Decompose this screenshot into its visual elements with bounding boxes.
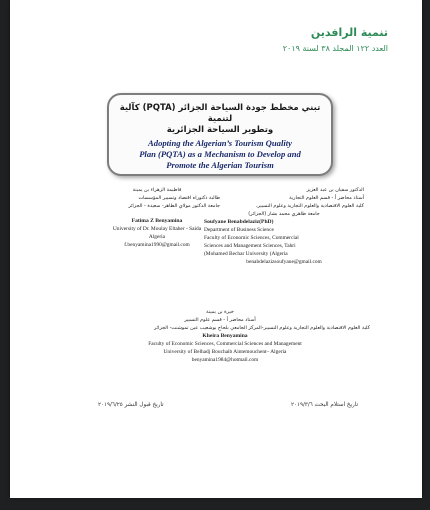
author-affiliation: Sciences and Management Sciences, Tahri bbox=[204, 243, 296, 249]
arabic-title-line: وتطوير السياحة الجزائرية bbox=[166, 125, 274, 135]
author-ar-affiliation: جامعة طاهري محمد بشار (الجزائر) bbox=[248, 211, 320, 217]
received-date: تاريخ استلام البحث ٢٠١٩/٣/٦ bbox=[290, 402, 358, 408]
author-name: Kheira Benyamina bbox=[202, 333, 248, 339]
author-block-3 bbox=[70, 308, 380, 364]
author-affiliation: Faculty of Economic Sciences, Commercial bbox=[204, 235, 299, 241]
english-title-line: Plan (PQTA) as a Mechanism to Develop and bbox=[139, 149, 301, 159]
author-affiliation: Department of Business Science bbox=[204, 227, 274, 233]
author-affiliation: University of Belhadj Bouchaib Aintemouchent– Algeria bbox=[163, 349, 287, 355]
journal-name: تنمية الرافدين bbox=[310, 26, 388, 39]
arabic-title bbox=[109, 103, 331, 136]
author-affiliation: Faculty of Economic Sciences, Commercial Sciences and Management bbox=[148, 341, 302, 347]
author-email: f.benyamina1990@gmail.com bbox=[124, 242, 190, 248]
author-ar-affiliation: كلية العلوم الاقتصادية والعلوم التجارية وعلوم التسيير-المركز الجامعي بلحاج بوشعيب عين تموشنت- الجزائر bbox=[153, 325, 370, 331]
english-title-line: Promote the Algerian Tourism bbox=[166, 160, 274, 170]
author-ar-affiliation: أستاذ محاضر أ - قسم علوم التسيير bbox=[184, 317, 256, 323]
author-ar-affiliation: جامعة الدكتور مولاي الطاهر- سعيدة - الجزائر bbox=[128, 203, 220, 209]
author-ar-affiliation: أستاذ محاضر أ - قسم العلوم التجارية bbox=[289, 195, 364, 201]
paper-page bbox=[10, 0, 422, 498]
author-email: benyamina1984@hotmail.com bbox=[191, 357, 259, 363]
author-block-1 bbox=[204, 186, 364, 266]
english-title bbox=[109, 138, 331, 171]
author-name: Fatima Z Benyamina bbox=[131, 218, 183, 224]
author-affiliation: Algeria bbox=[148, 234, 166, 240]
author-email: benabdelazizsoufyane@gmail.com bbox=[246, 259, 322, 265]
author-affiliation: (Mohamed Bechar University (Algeria bbox=[204, 251, 288, 257]
english-title-line: Adopting the Algerian’s Tourism Quality bbox=[148, 138, 292, 148]
author-block-2 bbox=[94, 186, 220, 249]
author-ar-name: خيرة بن يمينة bbox=[206, 309, 234, 315]
author-ar-affiliation: طالبة دكتوراه اقتصاد وتسيير المؤسسات bbox=[138, 195, 220, 201]
journal-issue: العدد ١٢٢ المجلد ٣٨ لسنة ٢٠١٩ bbox=[282, 44, 388, 53]
accepted-date: تاريخ قبول النشر ٢٠١٩/٦/٢٥ bbox=[98, 402, 164, 408]
arabic-title-line: تبني مخطط جودة السياحة الجزائر (PQTA) كآلية لتنمية bbox=[119, 103, 321, 124]
author-name: Soufyane Benabdelaziz(PhD) bbox=[204, 219, 274, 225]
author-ar-name: الدكتور سفيان بن عبد العزيز bbox=[306, 187, 364, 193]
title-box bbox=[107, 93, 333, 176]
author-ar-affiliation: كلية العلوم الاقتصادية والعلوم التجارية وعلوم التسيير، bbox=[255, 203, 364, 209]
author-ar-name: فاطيمة الزهراء بن يمينة bbox=[132, 187, 182, 193]
author-affiliation: University of Dr. Moulay Eltaher - Saida bbox=[112, 226, 202, 232]
